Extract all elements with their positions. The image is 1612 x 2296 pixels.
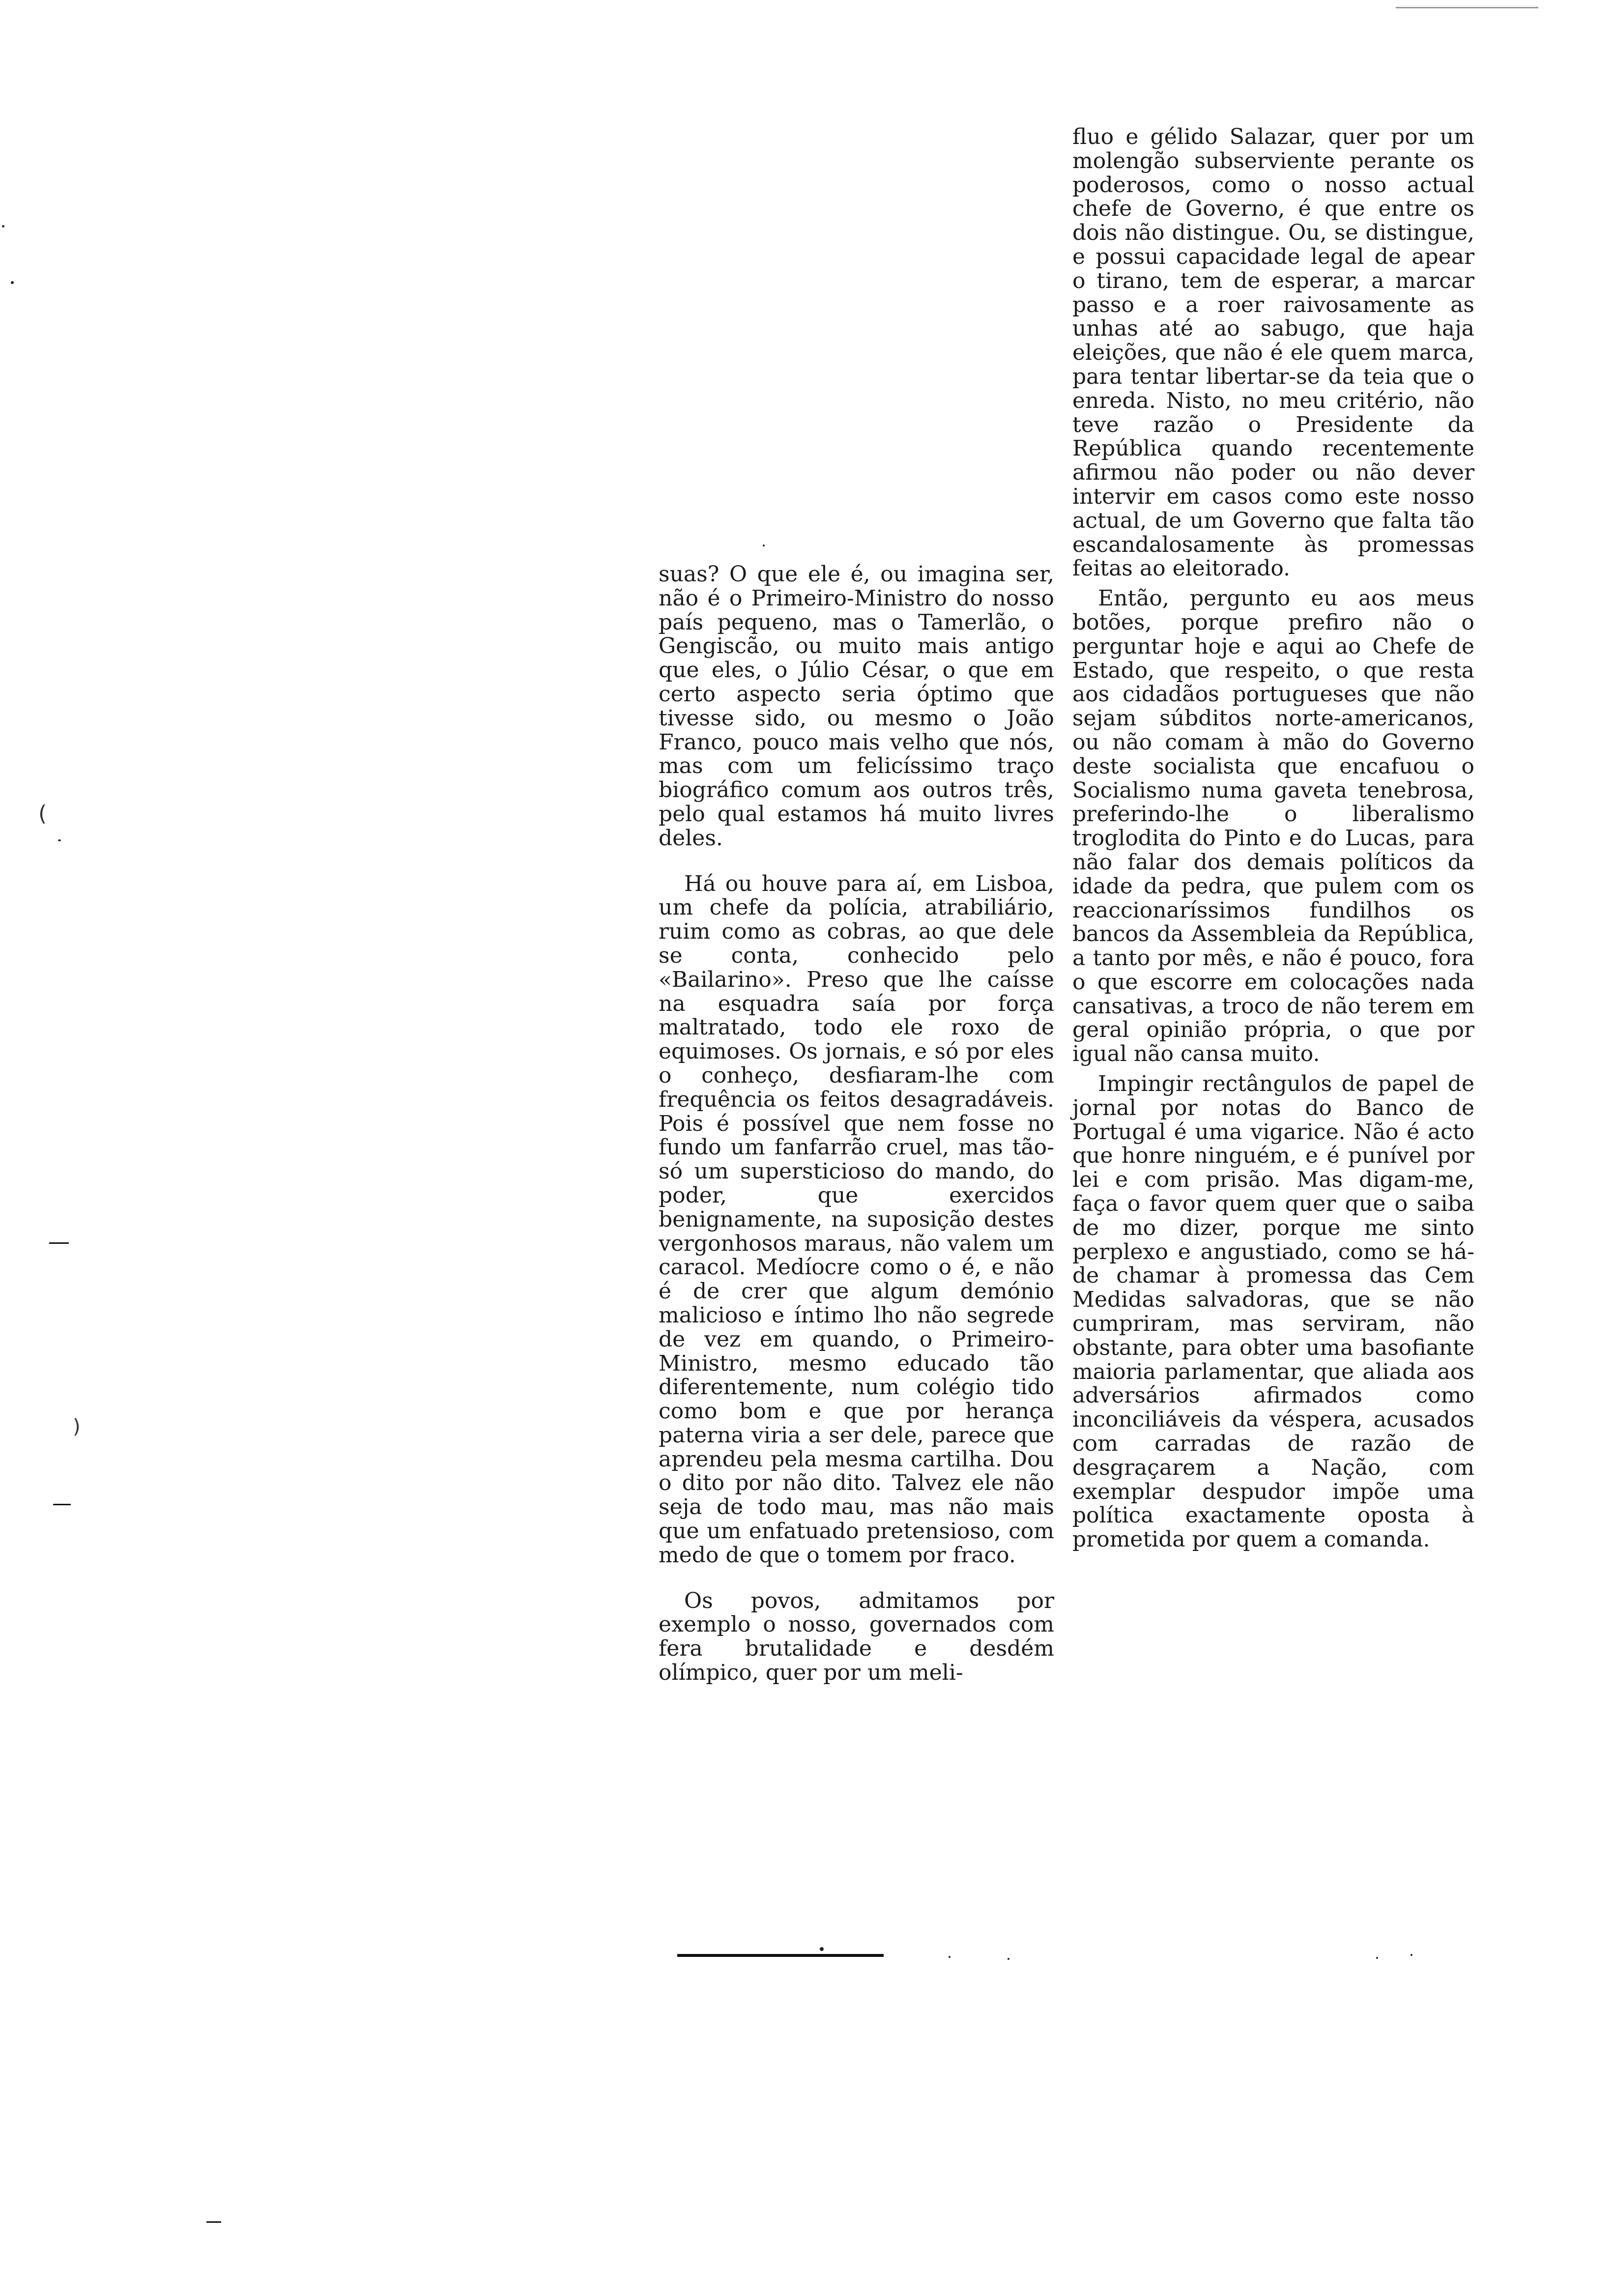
scan-speck	[58, 839, 61, 841]
scan-edge-line	[1396, 7, 1538, 8]
paragraph: Há ou houve para aí, em Lisboa, um chefe da polícia, atrabiliário, ruim como as cobras, ao que dele se conta, conhecido pelo «Bailarino». Preso que lhe caísse na esquadra saía por força maltratado, todo ele roxo de equimoses. Os jornais, e só por eles o conheço, desfiaram-lhe com frequência os feitos desagradáveis. Pois é possível que nem fosse no fundo um fanfarrão cruel, mas tão-só um supersticioso do mando, do poder, que exercidos benignamente, na suposição destes vergonhosos maraus, não valem um caracol. Medíocre como o é, e não é de crer que algum demónio malicioso e íntimo lho não segrede de vez em quando, o Primeiro-Ministro, mesmo educado tão diferentemente, num colégio tido como bom e que por herança paterna viria a ser dele, parece que aprendeu pela mesma cartilha. Dou o dito por não dito. Talvez ele não seja de todo mau, mas não mais que um enfatuado pretensioso, com medo de que o tomem por fraco.	[659, 871, 1054, 1568]
scan-speck	[1008, 1958, 1009, 1960]
scan-speck	[1376, 1957, 1378, 1959]
paragraph: Os povos, admitamos por exemplo o nosso, governados com fera brutalidade e desdém olímpico, quer por um meli-	[659, 1588, 1054, 1686]
margin-mark-dash	[49, 1242, 69, 1244]
column-end-rule	[677, 1954, 884, 1957]
article-column-right	[1072, 125, 1474, 1552]
margin-mark-paren: (	[38, 801, 47, 826]
paragraph: suas? O que ele é, ou imagina ser, não é o Primeiro-Ministro do nosso país pequeno, mas o Tamerlão, o Gengiscão, ou muito mais antigo que eles, o Júlio César, o que em certo aspecto seria óptimo que tivesse sido, ou mesmo o João Franco, pouco mais velho que nós, mas com um felicíssimo traço biográfico comum aos outros três, pelo qual estamos há muito livres deles.	[659, 562, 1054, 851]
scan-speck	[2, 225, 4, 228]
scan-speck	[763, 545, 765, 546]
paragraph: fluo e gélido Salazar, quer por um molengão subserviente perante os poderosos, como o nosso actual chefe de Governo, é que entre os dois não distingue. Ou, se distingue, e possui capacidade legal de apear o tirano, tem de esperar, a marcar passo e a roer raivosamente as unhas até ao sabugo, que haja eleições, que não é ele quem marca, para tentar libertar-se da teia que o enreda. Nisto, no meu critério, não teve razão o Presidente da República quando recentemente afirmou não poder ou não dever intervir em casos como este nosso actual, de um Governo que falta tão escandalosamente às promessas feitas ao eleitorado.	[1072, 124, 1474, 581]
margin-mark-paren: )	[73, 1415, 81, 1438]
scan-speck	[820, 1947, 824, 1951]
scan-speck	[11, 281, 14, 284]
margin-mark-dash	[206, 2221, 221, 2223]
scan-speck	[949, 1956, 950, 1958]
margin-mark-dash	[53, 1504, 71, 1505]
scan-speck	[1410, 1954, 1412, 1956]
paragraph: Impingir rectângulos de papel de jornal por notas do Banco de Portugal é uma vigarice. Não é acto que honre ninguém, e é punível por lei e com prisão. Mas digam-me, faça o favor quem quer que o saiba de mo dizer, porque me sinto perplexo e angustiado, como se há-de chamar à promessa das Cem Medidas salvadoras, que se não cumpriram, mas serviram, não obstante, para obter uma basofiante maioria parlamentar, que aliada aos adversários afirmados como inconciliáveis da véspera, acusados com carradas de razão de desgraçarem a Nação, com exemplar despudor impõe uma política exactamente oposta à prometida por quem a comanda.	[1072, 1071, 1474, 1552]
article-column-left	[659, 563, 1054, 1685]
paragraph: Então, pergunto eu aos meus botões, porque prefiro não o perguntar hoje e aqui ao Chefe de Estado, que respeito, o que resta aos cidadãos portugueses que não sejam súbditos norte-americanos, ou não comam à mão do Governo deste socialista que encafuou o Socialismo numa gaveta tenebrosa, preferindo-lhe o liberalismo troglodita do Pinto e do Lucas, para não falar dos demais políticos da idade da pedra, que pulem com os reaccionaríssimos fundilhos os bancos da Assembleia da República, a tanto por mês, e não é pouco, fora o que escorre em colocações nada cansativas, a troco de não terem em geral opinião própria, o que por igual não cansa muito.	[1072, 586, 1474, 1067]
